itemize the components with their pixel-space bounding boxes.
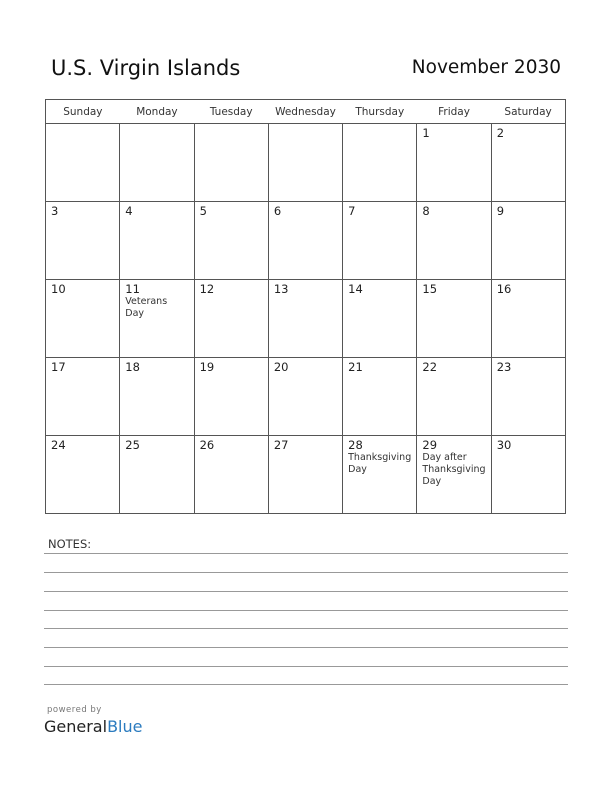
day-number: 26 bbox=[199, 438, 215, 452]
day-cell bbox=[46, 124, 120, 202]
brand-general: General bbox=[44, 717, 108, 736]
weekday-header: Tuesday bbox=[194, 100, 268, 124]
day-number: 6 bbox=[273, 204, 282, 218]
notes-line bbox=[44, 628, 568, 629]
day-number: 27 bbox=[273, 438, 289, 452]
day-cell bbox=[491, 202, 565, 280]
day-cell bbox=[268, 358, 342, 436]
holiday-label: Day after Thanksgiving Day bbox=[422, 452, 486, 487]
day-number: 5 bbox=[199, 204, 207, 218]
day-number: 24 bbox=[51, 438, 66, 452]
day-number: 4 bbox=[125, 204, 133, 218]
notes-line bbox=[44, 591, 568, 592]
day-number: 30 bbox=[496, 438, 512, 452]
day-cell bbox=[491, 124, 565, 202]
day-cell bbox=[120, 436, 194, 514]
notes-line bbox=[44, 666, 568, 667]
weekday-header: Friday bbox=[417, 100, 491, 124]
day-cell bbox=[46, 436, 120, 514]
day-cell bbox=[417, 436, 491, 514]
day-cell bbox=[268, 202, 342, 280]
day-number: 18 bbox=[125, 360, 140, 374]
day-number: 19 bbox=[199, 360, 215, 374]
day-cell bbox=[343, 358, 417, 436]
day-cell bbox=[120, 202, 194, 280]
day-number: 11 bbox=[125, 282, 140, 296]
day-cell bbox=[491, 358, 565, 436]
calendar-month-title: November 2030 bbox=[411, 57, 561, 78]
day-cell bbox=[46, 358, 120, 436]
day-cell bbox=[417, 358, 491, 436]
day-cell bbox=[491, 436, 565, 514]
weekday-header: Saturday bbox=[491, 100, 565, 124]
week-row bbox=[46, 280, 566, 358]
day-cell bbox=[417, 124, 491, 202]
weekday-header: Monday bbox=[120, 100, 194, 124]
holiday-label: Veterans Day bbox=[125, 296, 168, 319]
day-number: 28 bbox=[348, 438, 363, 452]
day-number: 8 bbox=[422, 204, 430, 218]
day-number: 9 bbox=[496, 204, 505, 218]
day-cell bbox=[120, 358, 194, 436]
day-cell bbox=[491, 280, 565, 358]
day-number: 29 bbox=[422, 438, 438, 452]
week-row bbox=[46, 124, 566, 202]
day-number: 17 bbox=[51, 360, 66, 374]
notes-line bbox=[44, 684, 568, 685]
day-cell bbox=[194, 202, 268, 280]
notes-line bbox=[44, 610, 568, 611]
day-cell bbox=[46, 202, 120, 280]
day-cell bbox=[343, 202, 417, 280]
weekday-header-row bbox=[46, 100, 566, 124]
day-cell bbox=[343, 124, 417, 202]
day-cell bbox=[343, 436, 417, 514]
day-number: 1 bbox=[422, 126, 430, 140]
day-cell bbox=[120, 280, 194, 358]
brand-blue: Blue bbox=[107, 717, 143, 736]
notes-label: NOTES: bbox=[48, 537, 92, 551]
day-cell bbox=[120, 124, 194, 202]
day-number: 25 bbox=[125, 438, 140, 452]
day-number: 21 bbox=[348, 360, 363, 374]
day-cell bbox=[268, 436, 342, 514]
day-cell bbox=[194, 358, 268, 436]
day-cell bbox=[268, 280, 342, 358]
weekday-header: Sunday bbox=[46, 100, 120, 124]
week-row bbox=[46, 358, 566, 436]
day-cell bbox=[194, 280, 268, 358]
day-number: 20 bbox=[273, 360, 289, 374]
day-cell bbox=[194, 124, 268, 202]
day-cell bbox=[343, 280, 417, 358]
day-number: 15 bbox=[422, 282, 438, 296]
day-number: 2 bbox=[496, 126, 505, 140]
notes-line bbox=[44, 553, 568, 554]
day-cell bbox=[417, 202, 491, 280]
day-cell bbox=[417, 280, 491, 358]
weekday-header: Thursday bbox=[343, 100, 417, 124]
day-cell bbox=[268, 124, 342, 202]
day-number: 14 bbox=[348, 282, 363, 296]
notes-line bbox=[44, 647, 568, 648]
weekday-header: Wednesday bbox=[268, 100, 342, 124]
day-number: 10 bbox=[51, 282, 66, 296]
day-number: 12 bbox=[199, 282, 215, 296]
day-number: 3 bbox=[51, 204, 59, 218]
calendar-country-title: U.S. Virgin Islands bbox=[51, 56, 241, 80]
calendar-grid bbox=[45, 99, 566, 514]
day-cell bbox=[194, 436, 268, 514]
generalblue-logo bbox=[44, 717, 142, 736]
holiday-label: Thanksgiving Day bbox=[348, 452, 412, 475]
day-number: 22 bbox=[422, 360, 438, 374]
notes-line bbox=[44, 572, 568, 573]
day-number: 23 bbox=[496, 360, 512, 374]
day-number: 7 bbox=[348, 204, 356, 218]
week-row bbox=[46, 436, 566, 514]
day-number: 16 bbox=[496, 282, 512, 296]
day-number: 13 bbox=[273, 282, 289, 296]
week-row bbox=[46, 202, 566, 280]
powered-by-text: powered by bbox=[47, 705, 102, 715]
day-cell bbox=[46, 280, 120, 358]
